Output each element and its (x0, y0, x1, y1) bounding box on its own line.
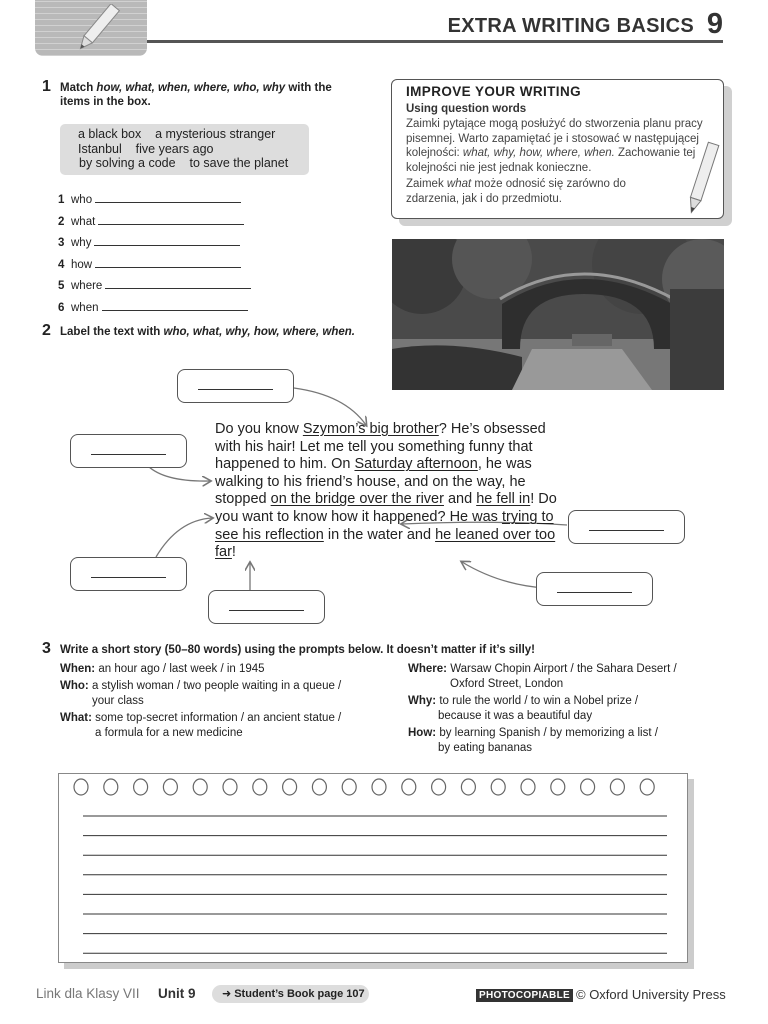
exercise-3-number: 3 (42, 640, 51, 657)
improve-writing-box (391, 79, 724, 219)
pencil-icon (65, 4, 125, 56)
arrow-icon: ➜ (222, 988, 232, 1000)
binder-hole (491, 779, 505, 795)
label-box[interactable] (208, 590, 325, 624)
binder-hole (402, 779, 416, 795)
binder-hole (640, 779, 654, 795)
binder-hole (134, 779, 148, 795)
binder-hole (74, 779, 88, 795)
prompt-why: Why: to rule the world / to win a Nobel prize / because it was a beautiful day (408, 695, 639, 722)
label-box[interactable] (70, 434, 187, 468)
word-box-row: by solving a code to save the planet (79, 156, 289, 170)
binder-hole (342, 779, 356, 795)
match-item: 6 when (58, 296, 248, 314)
word-box-row: Istanbul five years ago (78, 141, 214, 156)
answer-line[interactable] (105, 288, 251, 289)
prompt-when: When: an hour ago / last week / in 1945 (60, 663, 265, 675)
improve-paragraph-2: Zaimek what może odnosić się zarówno do zdarzenia, jak i do przedmiotu. (406, 178, 626, 205)
exercise-1-number: 1 (42, 78, 51, 95)
label-box[interactable] (568, 510, 685, 544)
prompt-who: Who: a stylish woman / two people waiting in a queue / your class (60, 680, 342, 707)
match-item: 1 who (58, 188, 241, 206)
word-box (60, 124, 309, 175)
prompt-what: What: some top-secret information / an ancient statue / a formula for a new medicine (60, 712, 342, 739)
header-tab-graphic (35, 0, 147, 56)
exercise-3-instruction: Write a short story (50–80 words) using the prompts below. It doesn’t matter if it’s silly! (60, 644, 535, 656)
label-box[interactable] (70, 557, 187, 591)
improve-paragraph-1: Zaimki pytające mogą posłużyć do stworzenia planu pracy pisemnej. Warto zapamiętać je i stosować w następującej kolejności: what, why, how, where, when. Zachowanie tej kolejności nie jest jednak konieczne. (406, 118, 703, 174)
label-box[interactable] (177, 369, 294, 403)
binder-hole (521, 779, 535, 795)
page-title: EXTRA WRITING BASICS (447, 15, 694, 37)
exercise-1-instruction: Match how, what, when, where, who, why with the items in the box. (60, 82, 332, 108)
answer-line[interactable] (95, 267, 241, 268)
match-item: 4 how (58, 253, 241, 271)
binder-hole (253, 779, 267, 795)
students-book-ref: ➜ Student’s Book page 107 (212, 985, 369, 1003)
unit-label: Unit 9 (158, 986, 196, 1001)
binder-hole (312, 779, 326, 795)
match-item: 3 why (58, 231, 240, 249)
binder-hole (610, 779, 624, 795)
answer-line[interactable] (95, 202, 241, 203)
binder-hole (551, 779, 565, 795)
writing-notepad[interactable] (58, 773, 688, 963)
exercise-2-number: 2 (42, 322, 51, 339)
binder-hole (432, 779, 446, 795)
pencil-icon (680, 138, 724, 222)
match-item: 2 what (58, 210, 244, 228)
answer-line[interactable] (94, 245, 240, 246)
improve-subtitle: Using question words (406, 103, 527, 115)
improve-title: IMPROVE YOUR WRITING (406, 84, 582, 99)
answer-line[interactable] (102, 310, 248, 311)
course-name: Link dla Klasy VII (36, 986, 140, 1001)
binder-hole (581, 779, 595, 795)
copyright: © Oxford University Press (576, 987, 726, 1002)
answer-line[interactable] (98, 224, 244, 225)
header-rule (147, 40, 723, 43)
prompt-where: Where: Warsaw Chopin Airport / the Sahara Desert / Oxford Street, London (408, 663, 677, 690)
binder-hole (223, 779, 237, 795)
binder-hole (104, 779, 118, 795)
prompts-left (60, 662, 390, 743)
label-box[interactable] (536, 572, 653, 606)
story-text: Do you know Szymon’s big brother? He’s obsessed with his hair! Let me tell you something funny that happened to him. On Saturday afternoon, he was walking to his friend’s house, and on the way, he stopped on the bridge over the river and he fell in! Do you want to know how it happened? He was trying to see his reflection in the water and he leaned over too far! (215, 421, 557, 561)
prompts-right (408, 662, 728, 758)
binder-hole (163, 779, 177, 795)
binder-hole (283, 779, 297, 795)
binder-hole (461, 779, 475, 795)
photocopiable-badge: PHOTOCOPIABLE (476, 989, 573, 1002)
binder-hole (193, 779, 207, 795)
binder-hole (372, 779, 386, 795)
unit-number: 9 (706, 8, 723, 40)
prompt-how: How: by learning Spanish / by memorizing a list / by eating bananas (408, 727, 658, 754)
word-box-row: a black box a mysterious stranger (78, 127, 276, 141)
match-item: 5 where (58, 274, 251, 292)
exercise-2-instruction: Label the text with who, what, why, how, where, when. (60, 326, 355, 338)
notepad-lines (59, 774, 689, 964)
